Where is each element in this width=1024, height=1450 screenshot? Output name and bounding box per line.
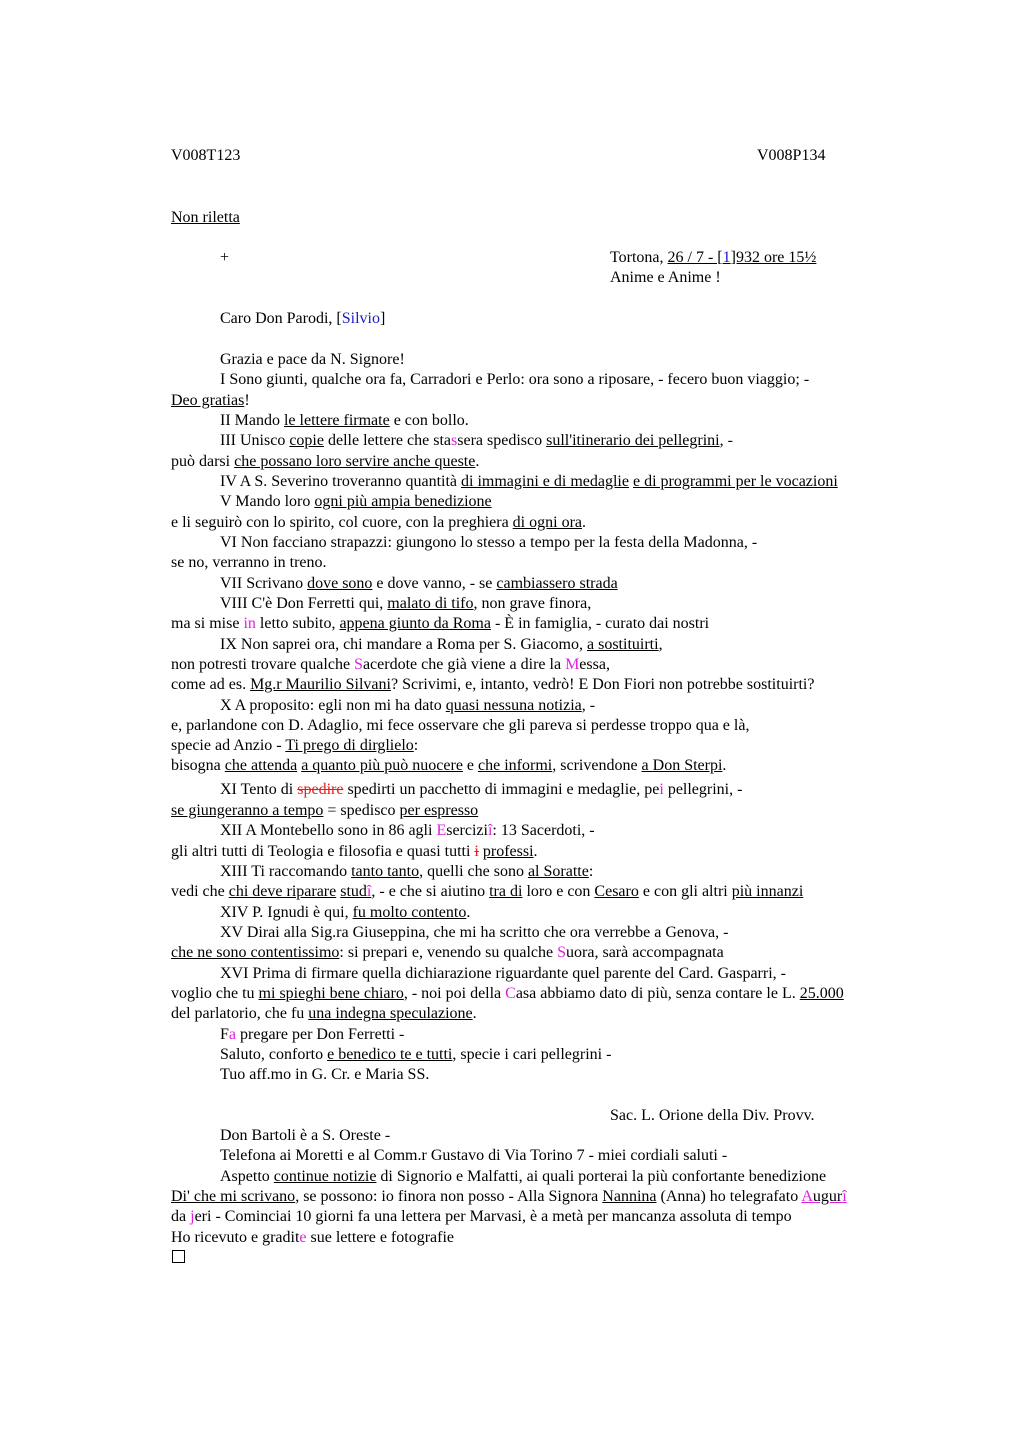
paragraph-3: III Unisco copie delle lettere che stassera spedisco sull'itinerario dei pellegrini, - xyxy=(220,432,733,449)
paragraph-2: II Mando le lettere firmate e con bollo. xyxy=(220,412,469,429)
paragraph-6-cont: se no, verranno in treno. xyxy=(171,554,327,571)
signature: Sac. L. Orione della Div. Provv. xyxy=(610,1107,815,1124)
paragraph-10-cont-1: e, parlandone con D. Adaglio, mi fece osservare che gli pareva si perdesse troppo qua e là, xyxy=(171,717,750,734)
postscript-2: Telefona ai Moretti e al Comm.r Gustavo di Via Torino 7 - miei cordiali saluti - xyxy=(220,1147,728,1164)
postscript-4: Di' che mi scrivano, se possono: io finora non posso - Alla Signora Nannina (Anna) ho telegrafato Augurî xyxy=(171,1188,847,1205)
postscript-1: Don Bartoli è a S. Oreste - xyxy=(220,1127,391,1144)
paragraph-12: XII A Montebello sono in 86 agli Eserciziî: 13 Sacerdoti, - xyxy=(220,822,595,839)
paragraph-8-cont: ma si mise in letto subito, appena giunto da Roma - È in famiglia, - curato dai nostri xyxy=(171,615,710,632)
greeting: Grazia e pace da N. Signore! xyxy=(220,351,405,368)
status-label: Non riletta xyxy=(171,209,240,226)
paragraph-16: XVI Prima di firmare quella dichiarazione riguardante quel parente del Card. Gasparri, - xyxy=(220,965,786,982)
paragraph-9: IX Non saprei ora, chi mandare a Roma per S. Giacomo, a sostituirti, xyxy=(220,636,663,653)
header-left-code: V008T123 xyxy=(171,147,241,164)
motto: Anime e Anime ! xyxy=(610,269,721,286)
paragraph-1: I Sono giunti, qualche ora fa, Carradori e Perlo: ora sono a riposare, - fecero buon viaggio; - xyxy=(220,371,810,388)
cross-mark: + xyxy=(220,249,230,266)
postscript-5: da jeri - Cominciai 10 giorni fa una lettera per Marvasi, è a metà per mancanza assoluta di tempo xyxy=(171,1208,792,1225)
paragraph-1-cont: Deo gratias! xyxy=(171,392,250,409)
paragraph-6: VI Non facciano strapazzi: giungono lo stesso a tempo per la festa della Madonna, - xyxy=(220,534,758,551)
closing: Tuo aff.mo in G. Cr. e Maria SS. xyxy=(220,1066,430,1083)
paragraph-10-cont-2: specie ad Anzio - Ti prego di dirglielo: xyxy=(171,737,419,754)
paragraph-4: IV A S. Severino troveranno quantità di immagini e di medaglie e di programmi per le vocazioni xyxy=(220,473,838,490)
paragraph-8: VIII C'è Don Ferretti qui, malato di tifo, non grave finora, xyxy=(220,595,592,612)
paragraph-11: XI Tento di spedire spedirti un pacchetto di immagini e medaglie, pei pellegrini, - xyxy=(220,781,743,798)
salutation: Caro Don Parodi, [Silvio] xyxy=(220,310,386,327)
paragraph-5-cont: e li seguirò con lo spirito, col cuore, con la preghiera di ogni ora. xyxy=(171,514,586,531)
paragraph-10-cont-3: bisogna che attenda a quanto più può nuocere e che informi, scrivendone a Don Sterpi. xyxy=(171,757,727,774)
paragraph-9-cont-2: come ad es. Mg.r Maurilio Silvani? Scrivimi, e, intanto, vedrò! E Don Fiori non potrebbe sostituirti? xyxy=(171,676,815,693)
paragraph-7: VII Scrivano dove sono e dove vanno, - se cambiassero strada xyxy=(220,575,618,592)
place-date: Tortona, 26 / 7 - [1]932 ore 15½ xyxy=(610,249,817,266)
postscript-6: Ho ricevuto e gradite sue lettere e fotografie xyxy=(171,1229,454,1246)
postscript-3: Aspetto continue notizie di Signorio e Malfatti, ai quali porterai la più confortante benedizione xyxy=(220,1168,827,1185)
paragraph-13-cont: vedi che chi deve riparare studî, - e che si aiutino tra di loro e con Cesaro e con gli altri più innanzi xyxy=(171,883,804,900)
paragraph-17: Fa pregare per Don Ferretti - xyxy=(220,1026,405,1043)
paragraph-16-cont-1: voglio che tu mi spieghi bene chiaro, - noi poi della Casa abbiamo dato di più, senza contare le L. 25.000 xyxy=(171,985,844,1002)
paragraph-14: XIV P. Ignudi è qui, fu molto contento. xyxy=(220,904,471,921)
paragraph-12-cont: gli altri tutti di Teologia e filosofia e quasi tutti i professi. xyxy=(171,843,538,860)
paragraph-11-cont: se giungeranno a tempo = spedisco per espresso xyxy=(171,802,479,819)
end-box-icon xyxy=(172,1250,185,1263)
paragraph-10: X A proposito: egli non mi ha dato quasi nessuna notizia, - xyxy=(220,697,596,714)
header-right-code: V008P134 xyxy=(757,147,826,164)
paragraph-18: Saluto, conforto e benedico te e tutti, specie i cari pellegrini - xyxy=(220,1046,612,1063)
paragraph-15: XV Dirai alla Sig.ra Giuseppina, che mi ha scritto che ora verrebbe a Genova, - xyxy=(220,924,729,941)
paragraph-9-cont-1: non potresti trovare qualche Sacerdote che già viene a dire la Messa, xyxy=(171,656,610,673)
paragraph-5: V Mando loro ogni più ampia benedizione xyxy=(220,493,492,510)
paragraph-3-cont: può darsi che possano loro servire anche queste. xyxy=(171,453,480,470)
paragraph-13: XIII Ti raccomando tanto tanto, quelli che sono al Soratte: xyxy=(220,863,594,880)
paragraph-15-cont: che ne sono contentissimo: si prepari e, venendo su qualche Suora, sarà accompagnata xyxy=(171,944,724,961)
paragraph-16-cont-2: del parlatorio, che fu una indegna speculazione. xyxy=(171,1005,477,1022)
